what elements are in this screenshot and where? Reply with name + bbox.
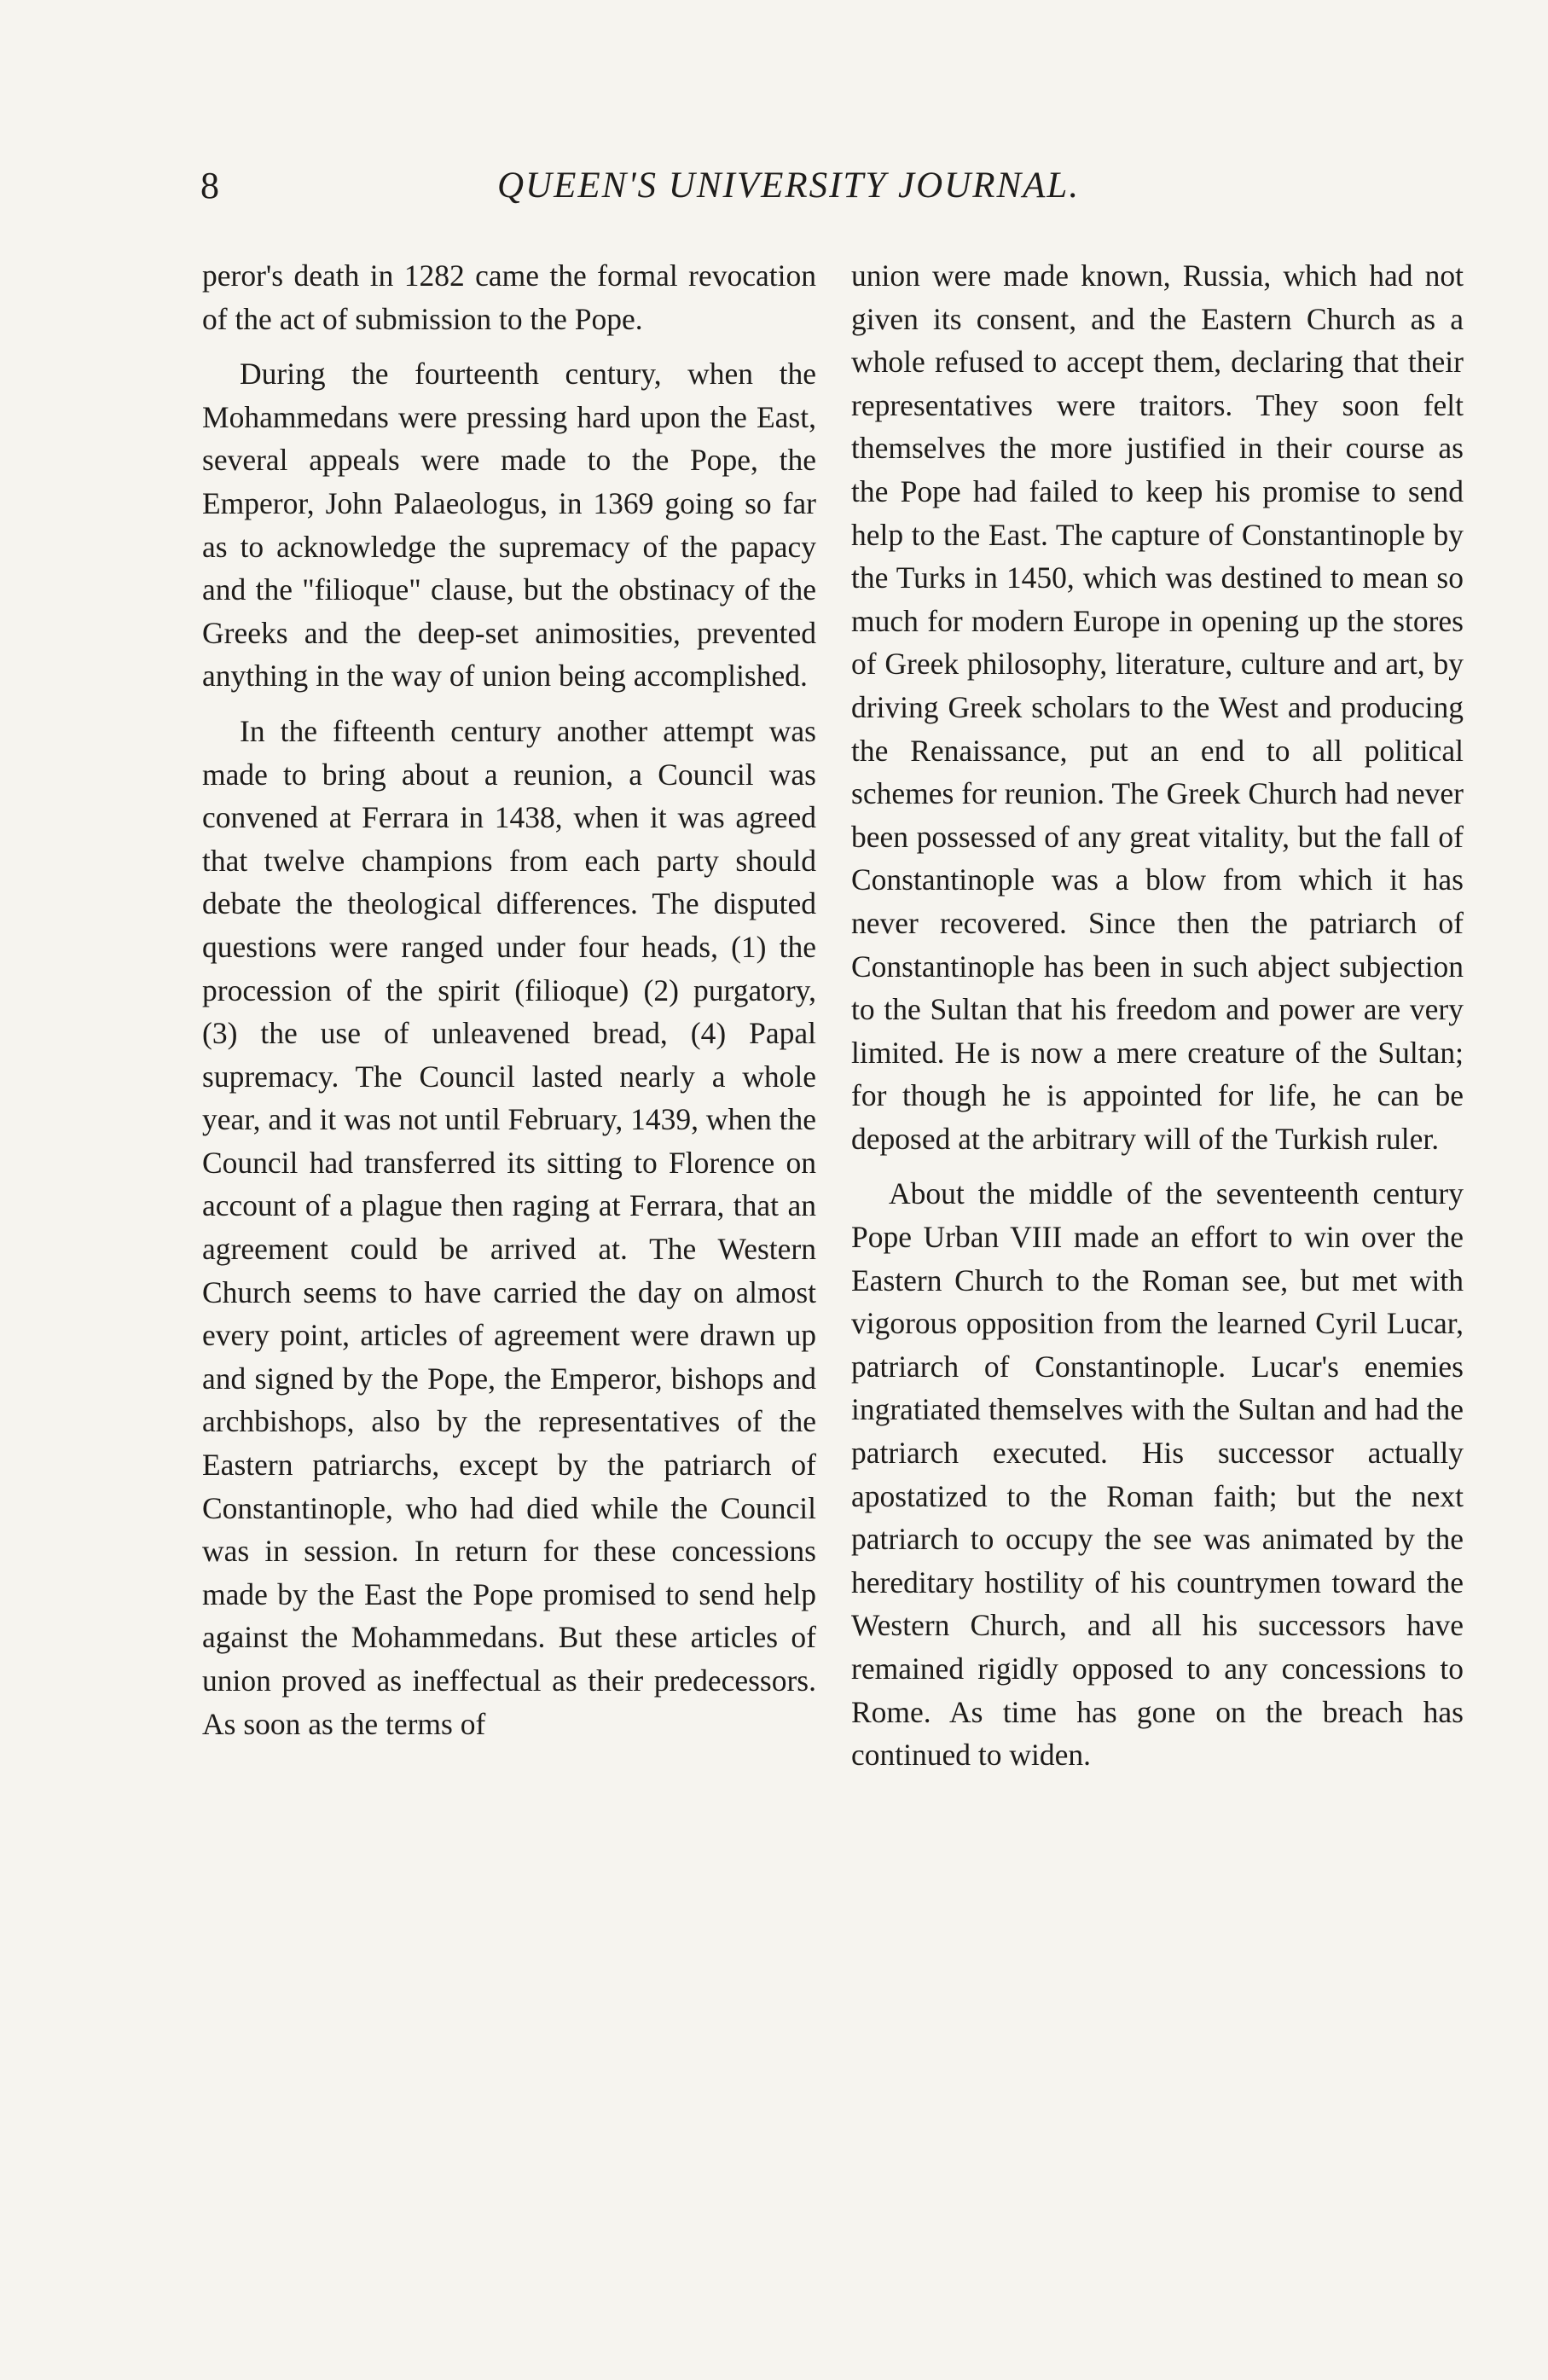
running-head	[200, 164, 1173, 215]
paragraph: In the fifteenth century another attempt was made to bring about a reunion, a Council was convened at Ferrara in 1438, when it was agreed that twelve champions from each party should debate the theological differences. The disputed questions were ranged under four heads, (1) the procession of the spirit (filioque) (2) purgatory, (3) the use of unleavened bread, (4) Papal supremacy. The Council lasted nearly a whole year, and it was not until February, 1439, when the Council had transferred its sitting to Florence on account of a plague then raging at Ferrara, that an agreement could be arrived at. The Western Church seems to have carried the day on almost every point, articles of agreement were drawn up and signed by the Pope, the Emperor, bishops and archbishops, also by the representatives of the Eastern patriarchs, except by the patriarch of Constantinople, who had died while the Council was in session. In return for these concessions made by the East the Pope promised to send help against the Mohammedans. But these articles of union proved as ineffectual as their predecessors. As soon as the terms of	[202, 713, 816, 1741]
right-column	[851, 254, 1464, 1777]
paragraph: About the middle of the seventeenth century Pope Urban VIII made an effort to win over the Eastern Church to the Roman see, but met with vigorous opposition from the learned Cyril Lucar, patriarch of Constantinople. Lucar's enemies ingratiated themselves with the Sultan and had the patriarch executed. His successor actually apostatized to the Roman faith; but the next patriarch to occupy the see was animated by the hereditary hostility of his countrymen toward the Western Church, and all his successors have remained rigidly opposed to any concessions to Rome. As time has gone on the breach has continued to widen.	[851, 1176, 1464, 1773]
paragraph: peror's death in 1282 came the formal revocation of the act of submission to the Pope.	[202, 258, 816, 336]
paragraph: During the fourteenth century, when the Mohammedans were pressing hard upon the East, several appeals were made to the Pope, the Emperor, John Palaeologus, in 1369 going so far as to acknowledge the supremacy of the papacy and the "filioque" clause, but the obstinacy of the Greeks and the deep-set animosities, prevented anything in the way of union being accomplished.	[202, 357, 816, 694]
left-column	[202, 254, 816, 1745]
paragraph: union were made known, Russia, which had not given its consent, and the Eastern Church as a whole refused to accept them, declaring that their representatives were traitors. They soon felt themselves the more justified in their course as the Pope had failed to keep his promise to send help to the East. The capture of Constantinople by the Turks in 1450, which was destined to mean so much for modern Europe in opening up the stores of Greek philosophy, literature, culture and art, by driving Greek scholars to the West and producing the Renaissance, put an end to all political schemes for reunion. The Greek Church had never been possessed of any great vitality, but the fall of Constantinople was a blow from which it has never recovered. Since then the patriarch of Constantinople has been in such abject subjection to the Sultan that his freedom and power are very limited. He is now a mere creature of the Sultan; for though he is appointed for life, he can be deposed at the arbitrary will of the Turkish ruler.	[851, 258, 1464, 1156]
page-number: 8	[200, 165, 219, 206]
journal-title: QUEEN'S UNIVERSITY JOURNAL.	[497, 165, 1081, 206]
